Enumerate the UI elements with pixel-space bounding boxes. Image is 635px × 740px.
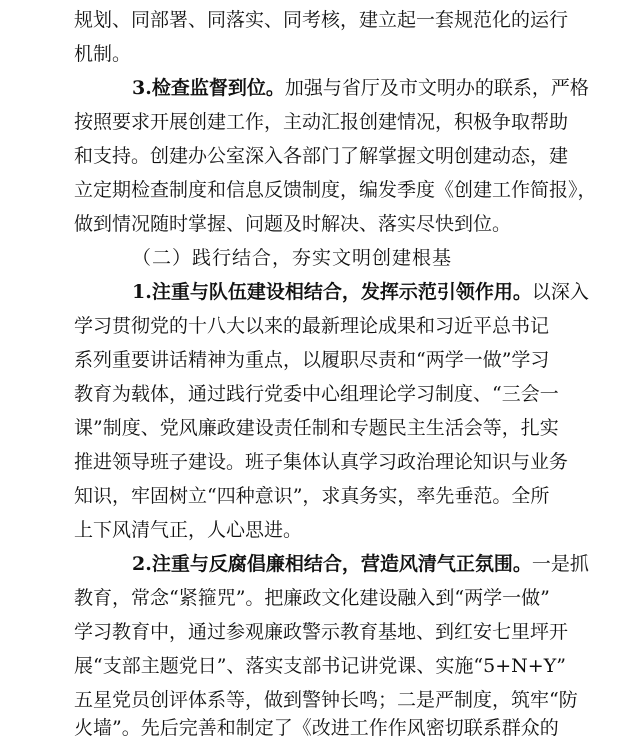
paragraph-line xyxy=(74,513,544,547)
paragraph-line xyxy=(132,71,589,105)
paragraph-line xyxy=(74,615,569,649)
heading-text: 3.检查监督到位。 xyxy=(132,77,285,99)
line-text: 学习贯彻党的十八大以来的最新理论成果和习近平总书记 xyxy=(74,315,550,337)
line-text: 机制。 xyxy=(74,43,132,65)
paragraph-line xyxy=(74,105,569,139)
paragraph-line xyxy=(74,377,559,411)
section-heading-text: （二）践行结合，夯实文明创建根基 xyxy=(132,247,453,269)
line-text: 教育，常念“紧箍咒”。把廉政文化建设融入到“两学一做” xyxy=(74,587,550,609)
line-text: 按照要求开展创建工作，主动汇报创建情况，积极争取帮助 xyxy=(74,111,569,133)
paragraph-line xyxy=(74,343,550,377)
paragraph-line xyxy=(74,3,569,37)
section-heading xyxy=(132,241,453,275)
line-text: 规划、同部署、同落实、同考核，建立起一套规范化的运行 xyxy=(74,9,569,31)
line-text: 推进领导班子建设。班子集体认真学习政治理论知识与业务 xyxy=(74,451,569,473)
line-text: 教育为载体，通过践行党委中心组理论学习制度、“三会一 xyxy=(74,383,559,405)
line-text: 以深入 xyxy=(531,281,589,303)
paragraph-line xyxy=(74,309,550,343)
paragraph-line xyxy=(74,479,550,513)
line-text: 系列重要讲话精神为重点，以履职尽责和“两学一做”学习 xyxy=(74,349,550,371)
paragraph-line xyxy=(74,411,559,445)
paragraph-line xyxy=(74,711,559,740)
line-text: 加强与省厅及市文明办的联系，严格 xyxy=(284,77,589,99)
paragraph-line xyxy=(132,275,589,309)
line-text: 学习教育中，通过参观廉政警示教育基地、到红安七里坪开 xyxy=(74,621,569,643)
heading-text: 1.注重与队伍建设相结合，发挥示范引领作用。 xyxy=(132,281,532,303)
paragraph-line xyxy=(74,173,597,207)
paragraph-line xyxy=(74,649,566,683)
line-text: 上下风清气正，人心思进。 xyxy=(74,519,303,541)
line-text: 五星党员创评体系等，做到警钟长鸣；二是严制度，筑牢“防 xyxy=(74,689,578,711)
line-text: 做到情况随时掌握、问题及时解决、落实尽快到位。 xyxy=(74,213,512,235)
heading-text: 2.注重与反腐倡廉相结合，营造风清气正氛围。 xyxy=(132,553,532,575)
line-text: 一是抓 xyxy=(531,553,589,575)
line-text: 展“支部主题党日”、落实支部书记讲党课、实施“5+N+Y” xyxy=(74,655,566,677)
paragraph-line xyxy=(74,445,569,479)
paragraph-line xyxy=(74,139,569,173)
line-text: 火墙”。先后完善和制定了《改进工作作风密切联系群众的 xyxy=(74,717,559,739)
paragraph-line xyxy=(74,207,544,241)
line-text: 知识，牢固树立“四种意识”，求真务实，率先垂范。全所 xyxy=(74,485,550,507)
line-text: 和支持。创建办公室深入各部门了解掌握文明创建动态，建 xyxy=(74,145,569,167)
paragraph-line xyxy=(132,547,589,581)
line-text: 课”制度、党风廉政建设责任制和专题民主生活会等，扎实 xyxy=(74,417,559,439)
line-text: 立定期检查制度和信息反馈制度，编发季度《创建工作简报》， xyxy=(74,179,597,201)
paragraph-line xyxy=(74,581,550,615)
paragraph-line xyxy=(74,37,544,71)
